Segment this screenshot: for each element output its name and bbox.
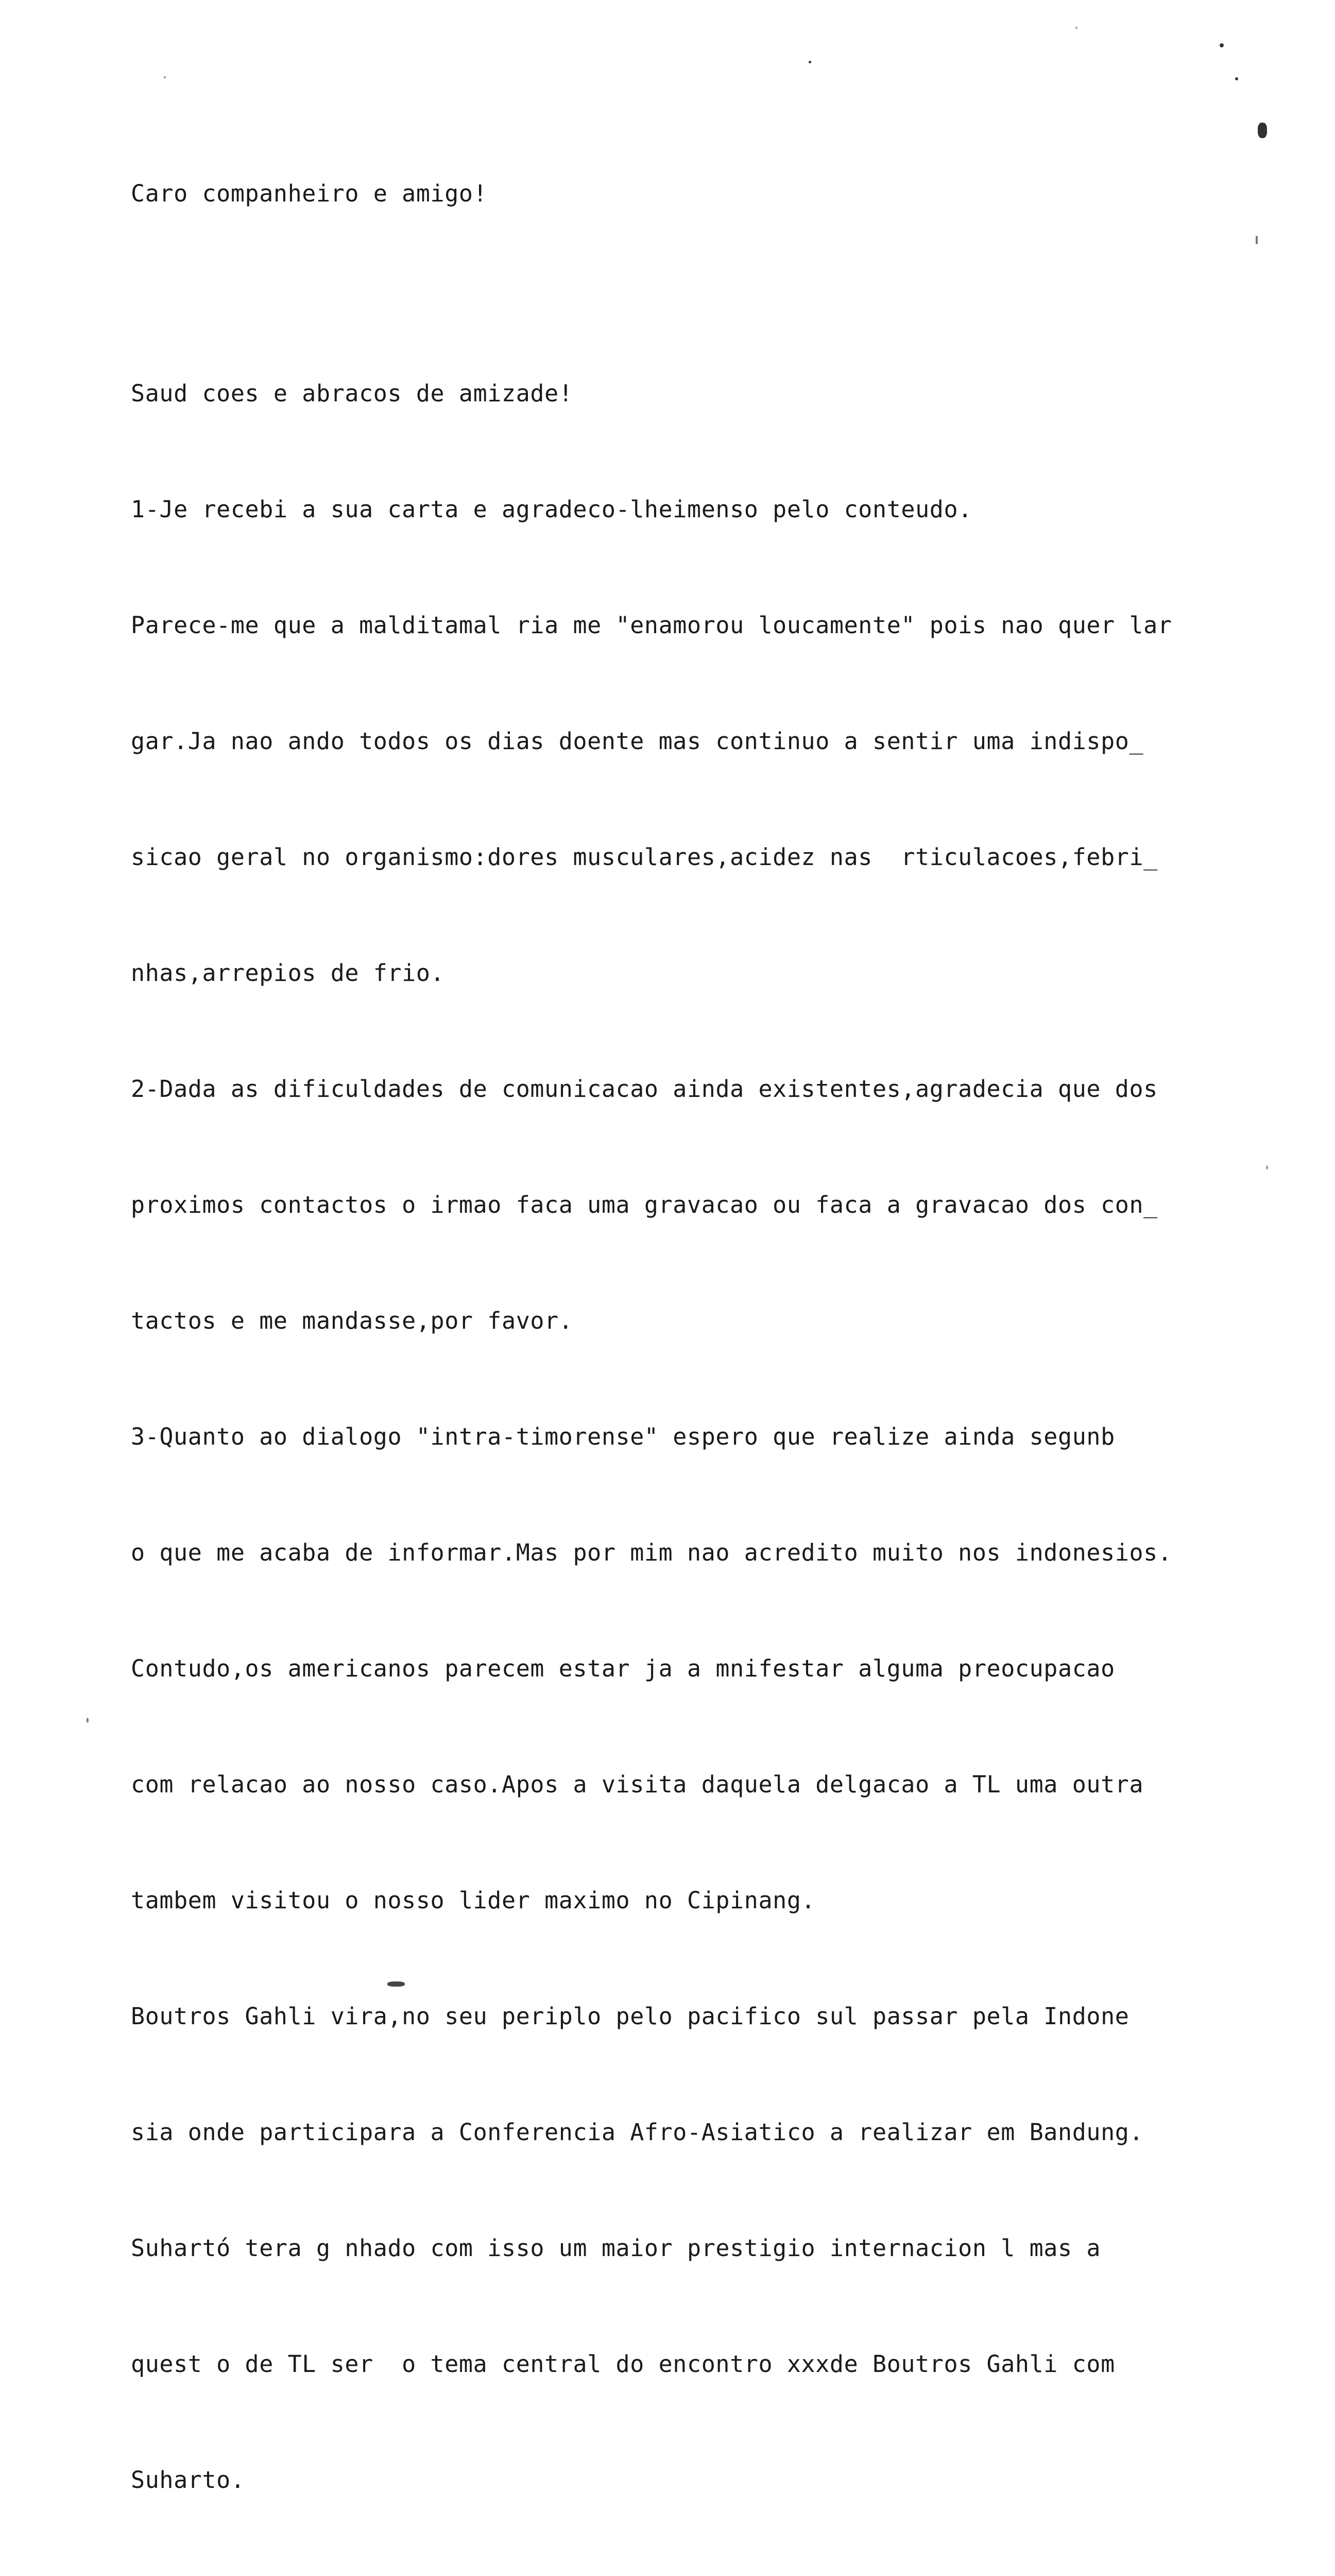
letter-line: o que me acaba de informar.Mas por mim nao acredito muito nos indonesios. <box>131 1539 1172 1566</box>
scan-speck <box>1220 43 1224 47</box>
letter-line: sia onde participara a Conferencia Afro-Asiatico a realizar em Bandung. <box>131 2119 1144 2146</box>
scan-speck <box>164 76 166 78</box>
scan-speck <box>1258 123 1267 138</box>
letter-line: quest o de TL ser o tema central do encontro xxxde Boutros Gahli com <box>131 2350 1115 2378</box>
letter-line: 2-Dada as dificuldades de comunicacao ainda existentes,agradecia que dos <box>131 1075 1158 1103</box>
scan-speck <box>1266 1165 1268 1170</box>
letter-line: Saud coes e abracos de amizade! <box>131 380 573 407</box>
letter-line: tactos e me mandasse,por favor. <box>131 1307 573 1334</box>
letter-line: Suhartó tera g nhado com isso um maior prestigio internacion l mas a <box>131 2234 1101 2262</box>
letter-line: sicao geral no organismo:dores musculares,acidez nas rticulacoes,febri_ <box>131 843 1158 871</box>
letter-salutation: Caro companheiro e amigo! <box>131 180 488 207</box>
letter-line: nhas,arrepios de frio. <box>131 959 445 987</box>
scan-speck <box>1075 27 1077 29</box>
scan-speck <box>387 1981 405 1987</box>
letter-line: 3-Quanto ao dialogo "intra-timorense" espero que realize ainda segunb <box>131 1423 1115 1450</box>
letter-line: 1-Je recebi a sua carta e agradeco-lheimenso pelo conteudo. <box>131 496 972 523</box>
letter-line: proximos contactos o irmao faca uma gravacao ou faca a gravacao dos con_ <box>131 1191 1158 1218</box>
letter-line: Suharto. <box>131 2466 245 2494</box>
letter-line: com relacao ao nosso caso.Apos a visita daquela delgacao a TL uma outra <box>131 1771 1144 1798</box>
scan-speck <box>809 61 811 63</box>
typewritten-letter <box>131 97 1279 2576</box>
letter-line: tambem visitou o nosso lider maximo no Cipinang. <box>131 1887 816 1914</box>
letter-line: Boutros Gahli vira,no seu periplo pelo pacifico sul passar pela Indone <box>131 2003 1129 2030</box>
scan-speck <box>1256 236 1258 244</box>
letter-line: gar.Ja nao ando todos os dias doente mas continuo a sentir uma indispo_ <box>131 727 1144 755</box>
line-gap <box>131 293 1279 297</box>
letter-line: Contudo,os americanos parecem estar ja a mnifestar alguma preocupacao <box>131 1655 1115 1682</box>
scan-speck <box>1235 77 1238 80</box>
scan-speck <box>87 1718 89 1723</box>
letter-line: Parece-me que a malditamal ria me "enamorou loucamente" pois nao quer lar <box>131 612 1172 639</box>
